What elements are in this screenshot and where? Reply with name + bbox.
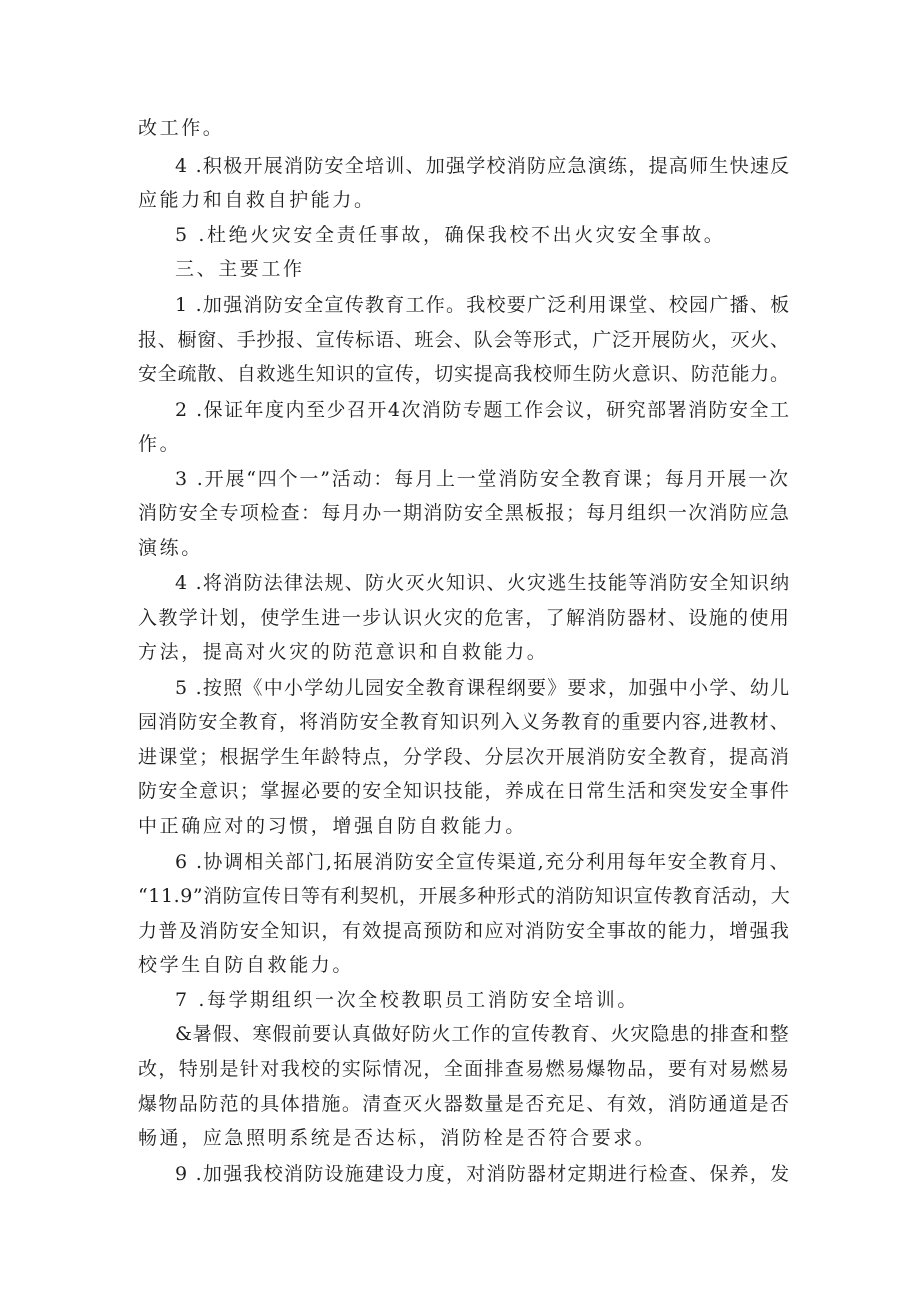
text-line: 畅通，应急照明系统是否达标，消防栓是否符合要求。 [138,1127,657,1149]
text-line: 入教学计划，使学生进一步认识火灾的危害，了解消防器材、设施的使用 [138,607,791,629]
text-line: 校学生自防自救能力。 [138,954,355,976]
list-item-9-line: 9 .加强我校消防设施建设力度，对消防器材定期进行检查、保养，发 [175,1163,791,1185]
text-line: 作。 [138,433,182,455]
text-line: 中正确应对的习惯，增强自防自救能力。 [138,815,527,837]
text-line: 报、橱窗、手抄报、宣传标语、班会、队会等形式，广泛开展防火，灭火、 [138,329,790,351]
list-item-4-line: 4 .将消防法律法规、防火灭火知识、火灾逃生技能等消防安全知识纳 [175,572,791,594]
text-line: 园消防安全教育，将消防安全教育知识列入义务教育的重要内容,进教材、 [138,711,790,733]
list-item-2-line: 2 .保证年度内至少召开4次消防专题工作会议，研究部署消防安全工 [175,399,791,421]
text-line: 力普及消防安全知识，有效提高预防和应对消防安全事故的能力，增强我 [138,920,791,942]
text-line: 消防安全专项检查：每月办一期消防安全黑板报；每月组织一次消防应急 [138,502,791,524]
list-item-3-line: 3 .开展“四个一”活动：每月上一堂消防安全教育课；每月开展一次 [175,468,790,490]
text-line: 安全疏散、自救逃生知识的宣传，切实提高我校师生防火意识、防范能力。 [138,363,790,385]
text-line: 进课堂；根据学生年龄特点，分学段、分层次开展消防安全教育，提高消 [138,746,791,768]
text-line: 改工作。 [138,117,225,139]
list-item-6-line: 6 .协调相关部门,拓展消防安全宣传渠道,充分利用每年安全教育月、 [175,851,791,873]
text-line: 防安全意识；掌握必要的安全知识技能，养成在日常生活和突发安全事件 [138,780,791,802]
list-item-8-line: &暑假、寒假前要认真做好防火工作的宣传教育、火灾隐患的排查和整 [175,1023,790,1045]
list-item-4-line: 4 .积极开展消防安全培训、加强学校消防应急演练，提高师生快速反 [175,155,791,177]
list-item-5-line: 5 .杜绝火灾安全责任事故，确保我校不出火灾安全事故。 [175,224,726,246]
list-item-7-line: 7 .每学期组织一次全校教职员工消防安全培训。 [175,989,639,1011]
text-line: “11.9”消防宣传日等有利契机，开展多种形式的消防知识宣传教育活动，大 [138,885,791,907]
text-line: 应能力和自救自护能力。 [138,189,376,211]
text-line: 方法，提高对火灾的防范意识和自救能力。 [138,641,549,663]
list-item-5-line: 5 .按照《中小学幼儿园安全教育课程纲要》要求，加强中小学、幼儿 [175,677,791,699]
text-line: 演练。 [138,537,203,559]
text-line: 爆物品防范的具体措施。清查灭火器数量是否充足、有效，消防通道是否 [138,1093,791,1115]
list-item-1-line: 1 .加强消防安全宣传教育工作。我校要广泛利用课堂、校园广播、板 [175,294,791,316]
text-line: 改，特别是针对我校的实际情况，全面排查易燃易爆物品，要有对易燃易 [138,1058,791,1080]
section-heading: 三、主要工作 [175,258,305,280]
